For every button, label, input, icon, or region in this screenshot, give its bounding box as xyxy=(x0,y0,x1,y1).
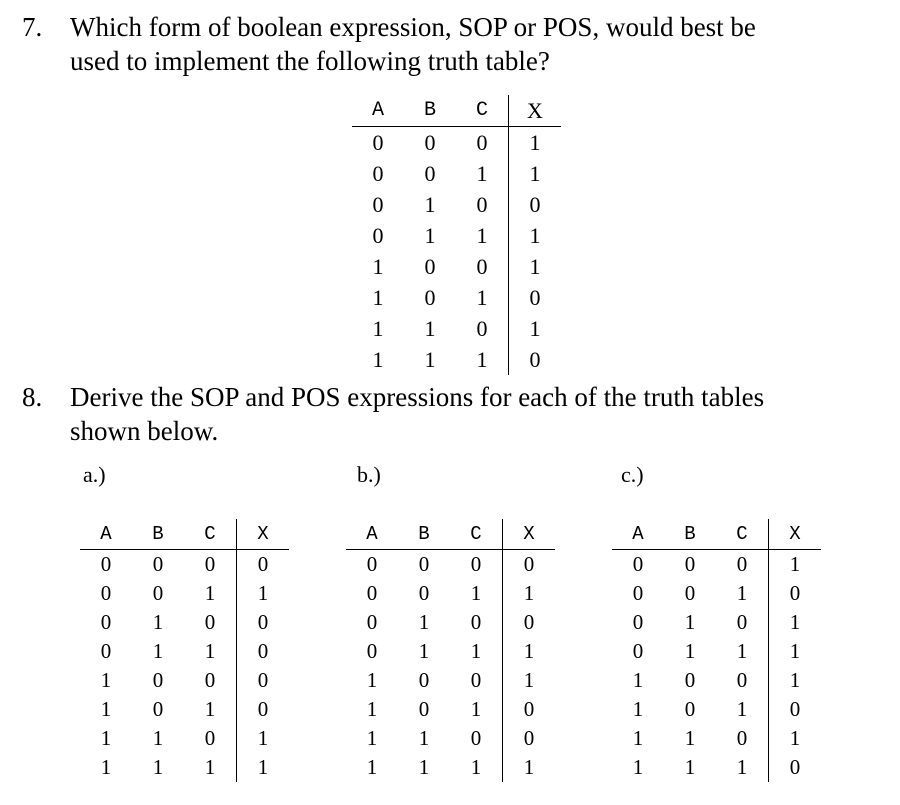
table-cell: 0 xyxy=(237,608,290,637)
table-cell: 1 xyxy=(632,726,644,750)
table-header-row xyxy=(346,519,555,550)
column-header-a: A xyxy=(80,519,132,550)
table-cell: 0 xyxy=(503,724,556,753)
table-row xyxy=(352,251,561,282)
table-cell: 0 xyxy=(684,552,696,576)
table-row xyxy=(612,608,821,637)
truth-table-a xyxy=(80,519,289,782)
table-cell: 0 xyxy=(509,344,562,375)
table-cell: 0 xyxy=(503,608,556,637)
table-cell: 0 xyxy=(152,697,164,721)
table-cell: 0 xyxy=(372,222,384,248)
table-row xyxy=(346,579,555,608)
table-cell: 1 xyxy=(769,637,822,666)
table-cell: 0 xyxy=(632,581,644,605)
table-cell: 0 xyxy=(366,552,378,576)
table-row xyxy=(612,637,821,666)
table-row xyxy=(612,724,821,753)
table-cell: 0 xyxy=(736,552,748,576)
table-cell: 1 xyxy=(424,315,436,341)
table-cell: 1 xyxy=(769,666,822,695)
table-cell: 1 xyxy=(736,639,748,663)
table-cell: 1 xyxy=(769,608,822,637)
table-cell: 1 xyxy=(372,284,384,310)
table-cell: 1 xyxy=(684,639,696,663)
table-cell: 0 xyxy=(470,668,482,692)
column-header-b: B xyxy=(398,519,450,550)
table-row xyxy=(612,695,821,724)
table-cell: 1 xyxy=(372,315,384,341)
table-cell: 1 xyxy=(509,158,562,189)
table-row xyxy=(352,220,561,251)
column-header-c: C xyxy=(184,519,237,550)
column-header-c: C xyxy=(450,519,503,550)
table-cell: 1 xyxy=(204,755,216,779)
question-number: 8. xyxy=(22,382,43,412)
table-cell: 1 xyxy=(684,726,696,750)
table-cell: 1 xyxy=(684,755,696,779)
table-cell: 1 xyxy=(204,639,216,663)
table-cell: 1 xyxy=(503,579,556,608)
table-cell: 0 xyxy=(418,581,430,605)
table-cell: 0 xyxy=(100,639,112,663)
table-cell: 1 xyxy=(366,755,378,779)
column-header-c: C xyxy=(456,95,509,127)
table-row xyxy=(80,579,289,608)
table-row xyxy=(80,753,289,782)
table-cell: 1 xyxy=(204,697,216,721)
table-cell: 0 xyxy=(237,637,290,666)
table-cell: 1 xyxy=(769,724,822,753)
table-cell: 0 xyxy=(418,552,430,576)
table-cell: 1 xyxy=(476,284,488,310)
table-row xyxy=(80,724,289,753)
question-number: 7. xyxy=(22,12,43,42)
table-cell: 0 xyxy=(372,191,384,217)
column-header-c: C xyxy=(716,519,769,550)
table-cell: 0 xyxy=(509,282,562,313)
table-cell: 1 xyxy=(237,579,290,608)
table-cell: 0 xyxy=(152,668,164,692)
table-row xyxy=(346,724,555,753)
table-cell: 1 xyxy=(204,581,216,605)
question-text xyxy=(70,10,870,78)
table-cell: 0 xyxy=(424,160,436,186)
table-cell: 1 xyxy=(366,726,378,750)
table-row xyxy=(352,344,561,375)
table-cell: 1 xyxy=(152,610,164,634)
table-cell: 1 xyxy=(418,610,430,634)
table-cell: 1 xyxy=(632,668,644,692)
table-row xyxy=(80,637,289,666)
table-cell: 0 xyxy=(470,726,482,750)
table-cell: 0 xyxy=(372,160,384,186)
table-row xyxy=(346,695,555,724)
table-cell: 1 xyxy=(366,697,378,721)
column-header-b: B xyxy=(664,519,716,550)
table-cell: 1 xyxy=(237,753,290,782)
table-cell: 0 xyxy=(684,668,696,692)
table-row xyxy=(612,579,821,608)
table-cell: 0 xyxy=(632,610,644,634)
table-cell: 0 xyxy=(632,639,644,663)
table-cell: 1 xyxy=(769,550,822,580)
column-header-b: B xyxy=(132,519,184,550)
table-cell: 1 xyxy=(152,726,164,750)
table-header-row xyxy=(612,519,821,550)
table-cell: 1 xyxy=(476,160,488,186)
table-cell: 1 xyxy=(503,666,556,695)
column-header-x: X xyxy=(237,519,290,550)
table-cell: 1 xyxy=(736,755,748,779)
table-row xyxy=(80,550,289,580)
table-row xyxy=(352,127,561,159)
table-cell: 0 xyxy=(366,639,378,663)
table-cell: 0 xyxy=(470,610,482,634)
table-cell: 1 xyxy=(418,726,430,750)
table-cell: 0 xyxy=(418,668,430,692)
table-cell: 0 xyxy=(769,753,822,782)
table-cell: 1 xyxy=(470,697,482,721)
table-cell: 1 xyxy=(470,581,482,605)
table-cell: 0 xyxy=(476,191,488,217)
table-header-row xyxy=(80,519,289,550)
column-header-b: B xyxy=(404,95,456,127)
table-row xyxy=(346,637,555,666)
table-row xyxy=(80,695,289,724)
table-cell: 1 xyxy=(736,697,748,721)
subpart-label-a: a.) xyxy=(83,462,106,487)
table-cell: 0 xyxy=(366,610,378,634)
column-header-a: A xyxy=(346,519,398,550)
table-cell: 0 xyxy=(424,284,436,310)
table-cell: 1 xyxy=(503,753,556,782)
table-cell: 1 xyxy=(366,668,378,692)
table-cell: 1 xyxy=(237,724,290,753)
table-cell: 1 xyxy=(424,222,436,248)
table-cell: 1 xyxy=(470,639,482,663)
table-cell: 1 xyxy=(152,639,164,663)
table-cell: 1 xyxy=(100,755,112,779)
table-cell: 0 xyxy=(736,726,748,750)
table-row xyxy=(352,282,561,313)
table-cell: 0 xyxy=(470,552,482,576)
table-cell: 0 xyxy=(204,552,216,576)
table-cell: 0 xyxy=(424,253,436,279)
column-header-a: A xyxy=(352,95,404,127)
table-cell: 0 xyxy=(152,581,164,605)
table-cell: 0 xyxy=(632,552,644,576)
question-line: used to implement the following truth table? xyxy=(70,46,550,76)
table-cell: 0 xyxy=(100,552,112,576)
table-cell: 1 xyxy=(418,755,430,779)
truth-table-b xyxy=(346,519,555,782)
column-header-a: A xyxy=(612,519,664,550)
table-cell: 1 xyxy=(424,191,436,217)
table-cell: 1 xyxy=(100,697,112,721)
table-cell: 0 xyxy=(503,550,556,580)
table-cell: 1 xyxy=(509,127,562,159)
table-cell: 0 xyxy=(204,668,216,692)
table-cell: 1 xyxy=(418,639,430,663)
table-cell: 0 xyxy=(769,695,822,724)
table-cell: 0 xyxy=(476,315,488,341)
table-cell: 1 xyxy=(684,610,696,634)
table-cell: 0 xyxy=(769,579,822,608)
table-cell: 1 xyxy=(476,346,488,372)
subpart-label-b: b.) xyxy=(357,462,381,487)
table-cell: 1 xyxy=(509,220,562,251)
table-cell: 0 xyxy=(100,581,112,605)
table-cell: 0 xyxy=(736,610,748,634)
table-cell: 0 xyxy=(237,666,290,695)
table-cell: 0 xyxy=(152,552,164,576)
table-cell: 1 xyxy=(100,726,112,750)
question-text xyxy=(70,380,870,448)
column-header-x: X xyxy=(509,95,562,127)
table-cell: 0 xyxy=(366,581,378,605)
table-cell: 0 xyxy=(372,129,384,155)
table-cell: 0 xyxy=(509,189,562,220)
question-line: Derive the SOP and POS expressions for each of the truth tables xyxy=(70,382,765,412)
question-line: Which form of boolean expression, SOP or POS, would best be xyxy=(70,12,756,42)
table-cell: 1 xyxy=(100,668,112,692)
table-cell: 0 xyxy=(237,550,290,580)
table-cell: 1 xyxy=(372,346,384,372)
table-row xyxy=(346,666,555,695)
table-row xyxy=(352,189,561,220)
table-cell: 1 xyxy=(152,755,164,779)
table-cell: 1 xyxy=(424,346,436,372)
table-cell: 1 xyxy=(736,581,748,605)
table-row xyxy=(80,666,289,695)
table-row xyxy=(80,608,289,637)
table-cell: 0 xyxy=(503,695,556,724)
truth-table-q7 xyxy=(352,95,561,375)
table-cell: 0 xyxy=(237,695,290,724)
subpart-label-c: c.) xyxy=(621,462,644,487)
table-row xyxy=(346,608,555,637)
table-cell: 0 xyxy=(204,610,216,634)
table-row xyxy=(612,753,821,782)
column-header-x: X xyxy=(503,519,556,550)
table-cell: 1 xyxy=(503,637,556,666)
table-row xyxy=(612,666,821,695)
truth-table-c xyxy=(612,519,821,782)
table-cell: 0 xyxy=(684,697,696,721)
table-cell: 1 xyxy=(476,222,488,248)
table-cell: 1 xyxy=(470,755,482,779)
table-cell: 1 xyxy=(632,697,644,721)
table-cell: 0 xyxy=(418,697,430,721)
table-cell: 1 xyxy=(632,755,644,779)
table-cell: 0 xyxy=(736,668,748,692)
table-row xyxy=(346,753,555,782)
table-row xyxy=(352,158,561,189)
table-cell: 1 xyxy=(509,251,562,282)
table-cell: 1 xyxy=(509,313,562,344)
table-cell: 1 xyxy=(372,253,384,279)
table-cell: 0 xyxy=(684,581,696,605)
table-cell: 0 xyxy=(424,129,436,155)
table-cell: 0 xyxy=(476,253,488,279)
table-cell: 0 xyxy=(476,129,488,155)
table-row xyxy=(352,313,561,344)
table-cell: 0 xyxy=(100,610,112,634)
table-header-row xyxy=(352,95,561,127)
table-row xyxy=(346,550,555,580)
column-header-x: X xyxy=(769,519,822,550)
table-cell: 0 xyxy=(204,726,216,750)
question-line: shown below. xyxy=(70,416,219,446)
table-row xyxy=(612,550,821,580)
